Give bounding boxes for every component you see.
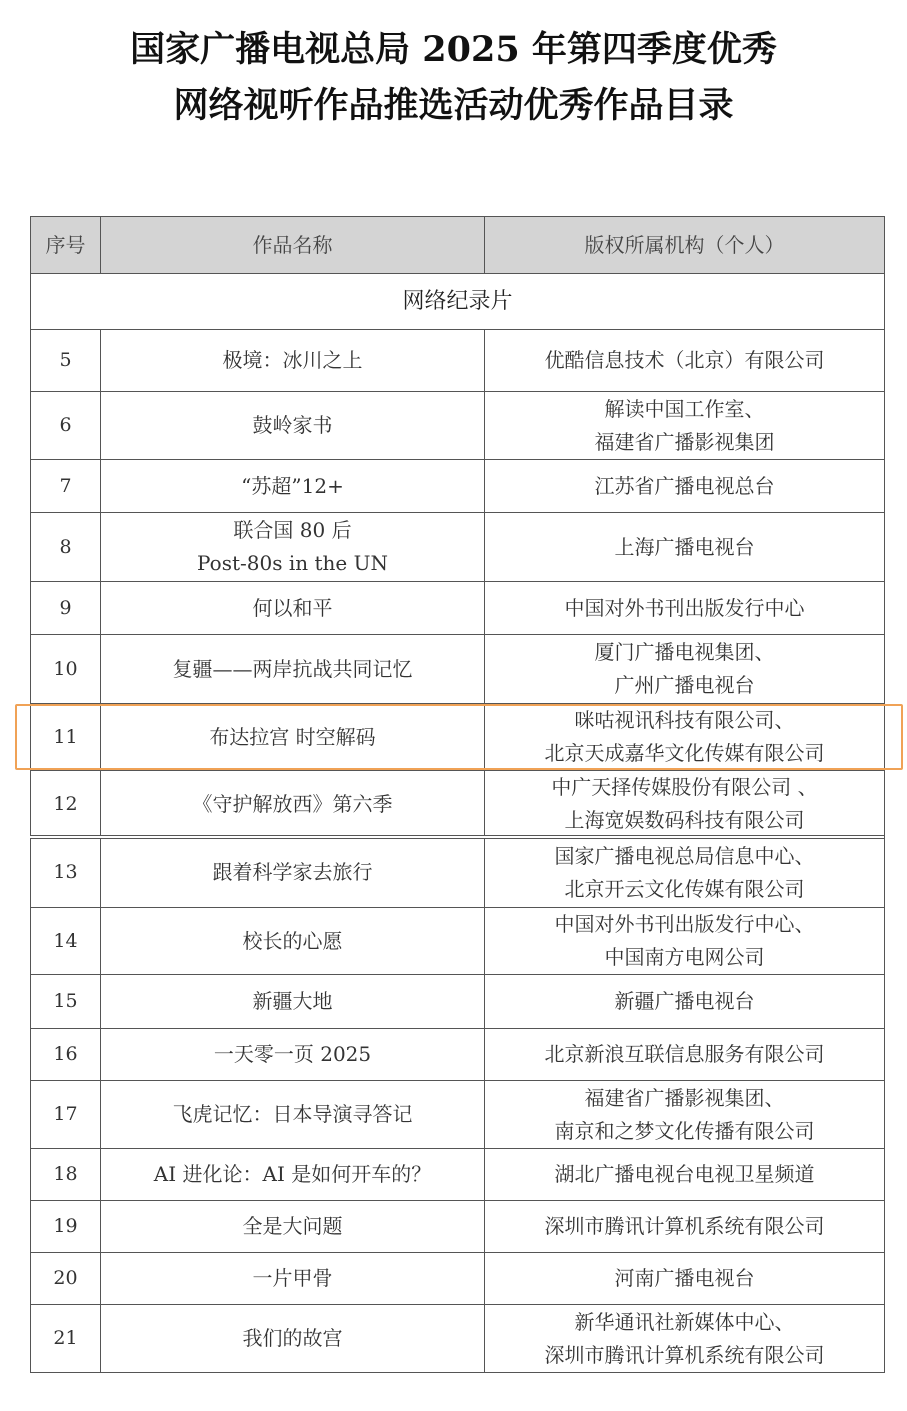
work-name-line: 一天零一页 2025 — [213, 1042, 372, 1066]
row-copyright-owner — [485, 1305, 885, 1373]
owner-line: 福建省广播影视集团 — [594, 429, 775, 454]
owner-line: 河南广播电视台 — [614, 1266, 755, 1290]
table-row — [31, 582, 885, 635]
owner-line: 南京和之梦文化传播有限公司 — [554, 1118, 815, 1143]
table-row — [31, 1253, 885, 1305]
section-title: 网络纪录片 — [31, 274, 885, 330]
work-name-line: 跟着科学家去旅行 — [212, 860, 373, 884]
row-work-name — [101, 1253, 485, 1305]
row-index: 7 — [31, 460, 101, 513]
header-index: 序号 — [31, 217, 101, 274]
row-index: 9 — [31, 582, 101, 635]
header-work-name: 作品名称 — [101, 217, 485, 274]
row-copyright-owner — [485, 704, 885, 771]
document-title-line-2: 网络视听作品推选活动优秀作品目录 — [173, 85, 734, 126]
owner-line: 国家广播电视总局信息中心、 — [554, 843, 815, 868]
row-work-name — [101, 975, 485, 1029]
row-copyright-owner — [485, 838, 885, 908]
row-work-name — [101, 330, 485, 392]
owner-line: 上海广播电视台 — [614, 534, 755, 559]
table-row — [31, 838, 885, 908]
table-row — [31, 330, 885, 392]
row-copyright-owner — [485, 460, 885, 513]
row-work-name — [101, 1149, 485, 1201]
owner-line: 新华通讯社新媒体中心、 — [574, 1309, 795, 1334]
work-name-line: 极境：冰川之上 — [222, 348, 363, 372]
works-table — [30, 216, 885, 1373]
row-copyright-owner — [485, 1253, 885, 1305]
owner-line: 湖北广播电视台电视卫星频道 — [554, 1162, 815, 1186]
row-copyright-owner — [485, 1149, 885, 1201]
table-row — [31, 1149, 885, 1201]
row-work-name — [101, 838, 485, 908]
table-row — [31, 1305, 885, 1373]
row-work-name — [101, 704, 485, 771]
owner-line: 中广天择传媒股份有限公司 、 — [551, 775, 818, 799]
row-index: 17 — [31, 1081, 101, 1149]
row-copyright-owner — [485, 1201, 885, 1253]
work-name-line: 联合国 80 后 — [233, 518, 352, 542]
table-header-row — [31, 217, 885, 274]
owner-line: 北京天成嘉华文化传媒有限公司 — [544, 741, 825, 765]
row-copyright-owner — [485, 330, 885, 392]
work-name-line: Post-80s in the UN — [197, 551, 388, 575]
row-copyright-owner — [485, 635, 885, 704]
owner-line: 北京新浪互联信息服务有限公司 — [544, 1042, 825, 1066]
table-row — [31, 460, 885, 513]
row-index: 19 — [31, 1201, 101, 1253]
owner-line: 北京开云文化传媒有限公司 — [564, 876, 805, 901]
row-index: 20 — [31, 1253, 101, 1305]
row-work-name — [101, 392, 485, 460]
row-work-name — [101, 513, 485, 582]
owner-line: 福建省广播影视集团、 — [584, 1085, 785, 1110]
row-index: 14 — [31, 908, 101, 975]
row-work-name — [101, 635, 485, 704]
owner-line: 上海宽娱数码科技有限公司 — [564, 808, 805, 832]
owner-line: 广州广播电视台 — [614, 673, 755, 697]
table-row — [31, 392, 885, 460]
row-index: 10 — [31, 635, 101, 704]
row-work-name — [101, 1029, 485, 1081]
work-name-line: 新疆大地 — [252, 989, 333, 1013]
owner-line: 新疆广播电视台 — [614, 989, 755, 1013]
row-copyright-owner — [485, 975, 885, 1029]
row-index: 13 — [31, 838, 101, 908]
table-row — [31, 1029, 885, 1081]
work-name-line: AI 进化论：AI 是如何开车的？ — [153, 1162, 432, 1186]
row-index: 11 — [31, 704, 101, 771]
owner-line: 咪咕视讯科技有限公司、 — [574, 708, 795, 732]
row-work-name — [101, 1081, 485, 1149]
work-name-line: 布达拉宫 时空解码 — [209, 724, 376, 749]
section-row — [31, 274, 885, 330]
owner-line: 中国南方电网公司 — [604, 945, 765, 969]
table-divider — [30, 835, 884, 839]
owner-line: 解读中国工作室、 — [604, 396, 765, 421]
table-row — [31, 1081, 885, 1149]
table-row — [31, 975, 885, 1029]
row-index: 18 — [31, 1149, 101, 1201]
work-name-line: 《守护解放西》第六季 — [192, 791, 393, 816]
owner-line: 厦门广播电视集团、 — [594, 640, 775, 664]
row-work-name — [101, 771, 485, 838]
row-copyright-owner — [485, 771, 885, 838]
work-name-line: 复疆——两岸抗战共同记忆 — [172, 656, 413, 681]
row-index: 16 — [31, 1029, 101, 1081]
row-copyright-owner — [485, 908, 885, 975]
work-name-line: “苏超”12+ — [241, 473, 344, 498]
row-work-name — [101, 582, 485, 635]
owner-line: 优酷信息技术（北京）有限公司 — [544, 348, 825, 372]
row-index: 12 — [31, 771, 101, 838]
row-work-name — [101, 908, 485, 975]
row-copyright-owner — [485, 1081, 885, 1149]
work-name-line: 飞虎记忆：日本导演寻答记 — [172, 1102, 413, 1126]
table-row — [31, 635, 885, 704]
work-name-line: 校长的心愿 — [242, 928, 343, 953]
table-row — [31, 908, 885, 975]
owner-line: 中国对外书刊出版发行中心 — [564, 595, 805, 620]
row-copyright-owner — [485, 392, 885, 460]
work-name-line: 全是大问题 — [242, 1214, 343, 1238]
owner-line: 江苏省广播电视总台 — [594, 473, 775, 498]
row-work-name — [101, 460, 485, 513]
row-copyright-owner — [485, 1029, 885, 1081]
row-index: 6 — [31, 392, 101, 460]
header-copyright-owner: 版权所属机构（个人） — [485, 217, 885, 274]
work-name-line: 何以和平 — [252, 595, 333, 620]
row-copyright-owner — [485, 513, 885, 582]
table-row — [31, 704, 885, 771]
row-index: 5 — [31, 330, 101, 392]
table-row — [31, 771, 885, 838]
row-index: 15 — [31, 975, 101, 1029]
document-title-line-1: 国家广播电视总局 2025 年第四季度优秀 — [130, 29, 777, 70]
owner-line: 深圳市腾讯计算机系统有限公司 — [544, 1214, 825, 1238]
work-name-line: 鼓岭家书 — [252, 413, 333, 437]
table-row — [31, 1201, 885, 1253]
row-work-name — [101, 1201, 485, 1253]
table-row — [31, 513, 885, 582]
owner-line: 中国对外书刊出版发行中心、 — [554, 912, 815, 936]
work-name-line: 一片甲骨 — [252, 1266, 333, 1290]
owner-line: 深圳市腾讯计算机系统有限公司 — [544, 1342, 825, 1367]
row-work-name — [101, 1305, 485, 1373]
row-index: 8 — [31, 513, 101, 582]
work-name-line: 我们的故宫 — [242, 1326, 343, 1350]
row-index: 21 — [31, 1305, 101, 1373]
row-copyright-owner — [485, 582, 885, 635]
